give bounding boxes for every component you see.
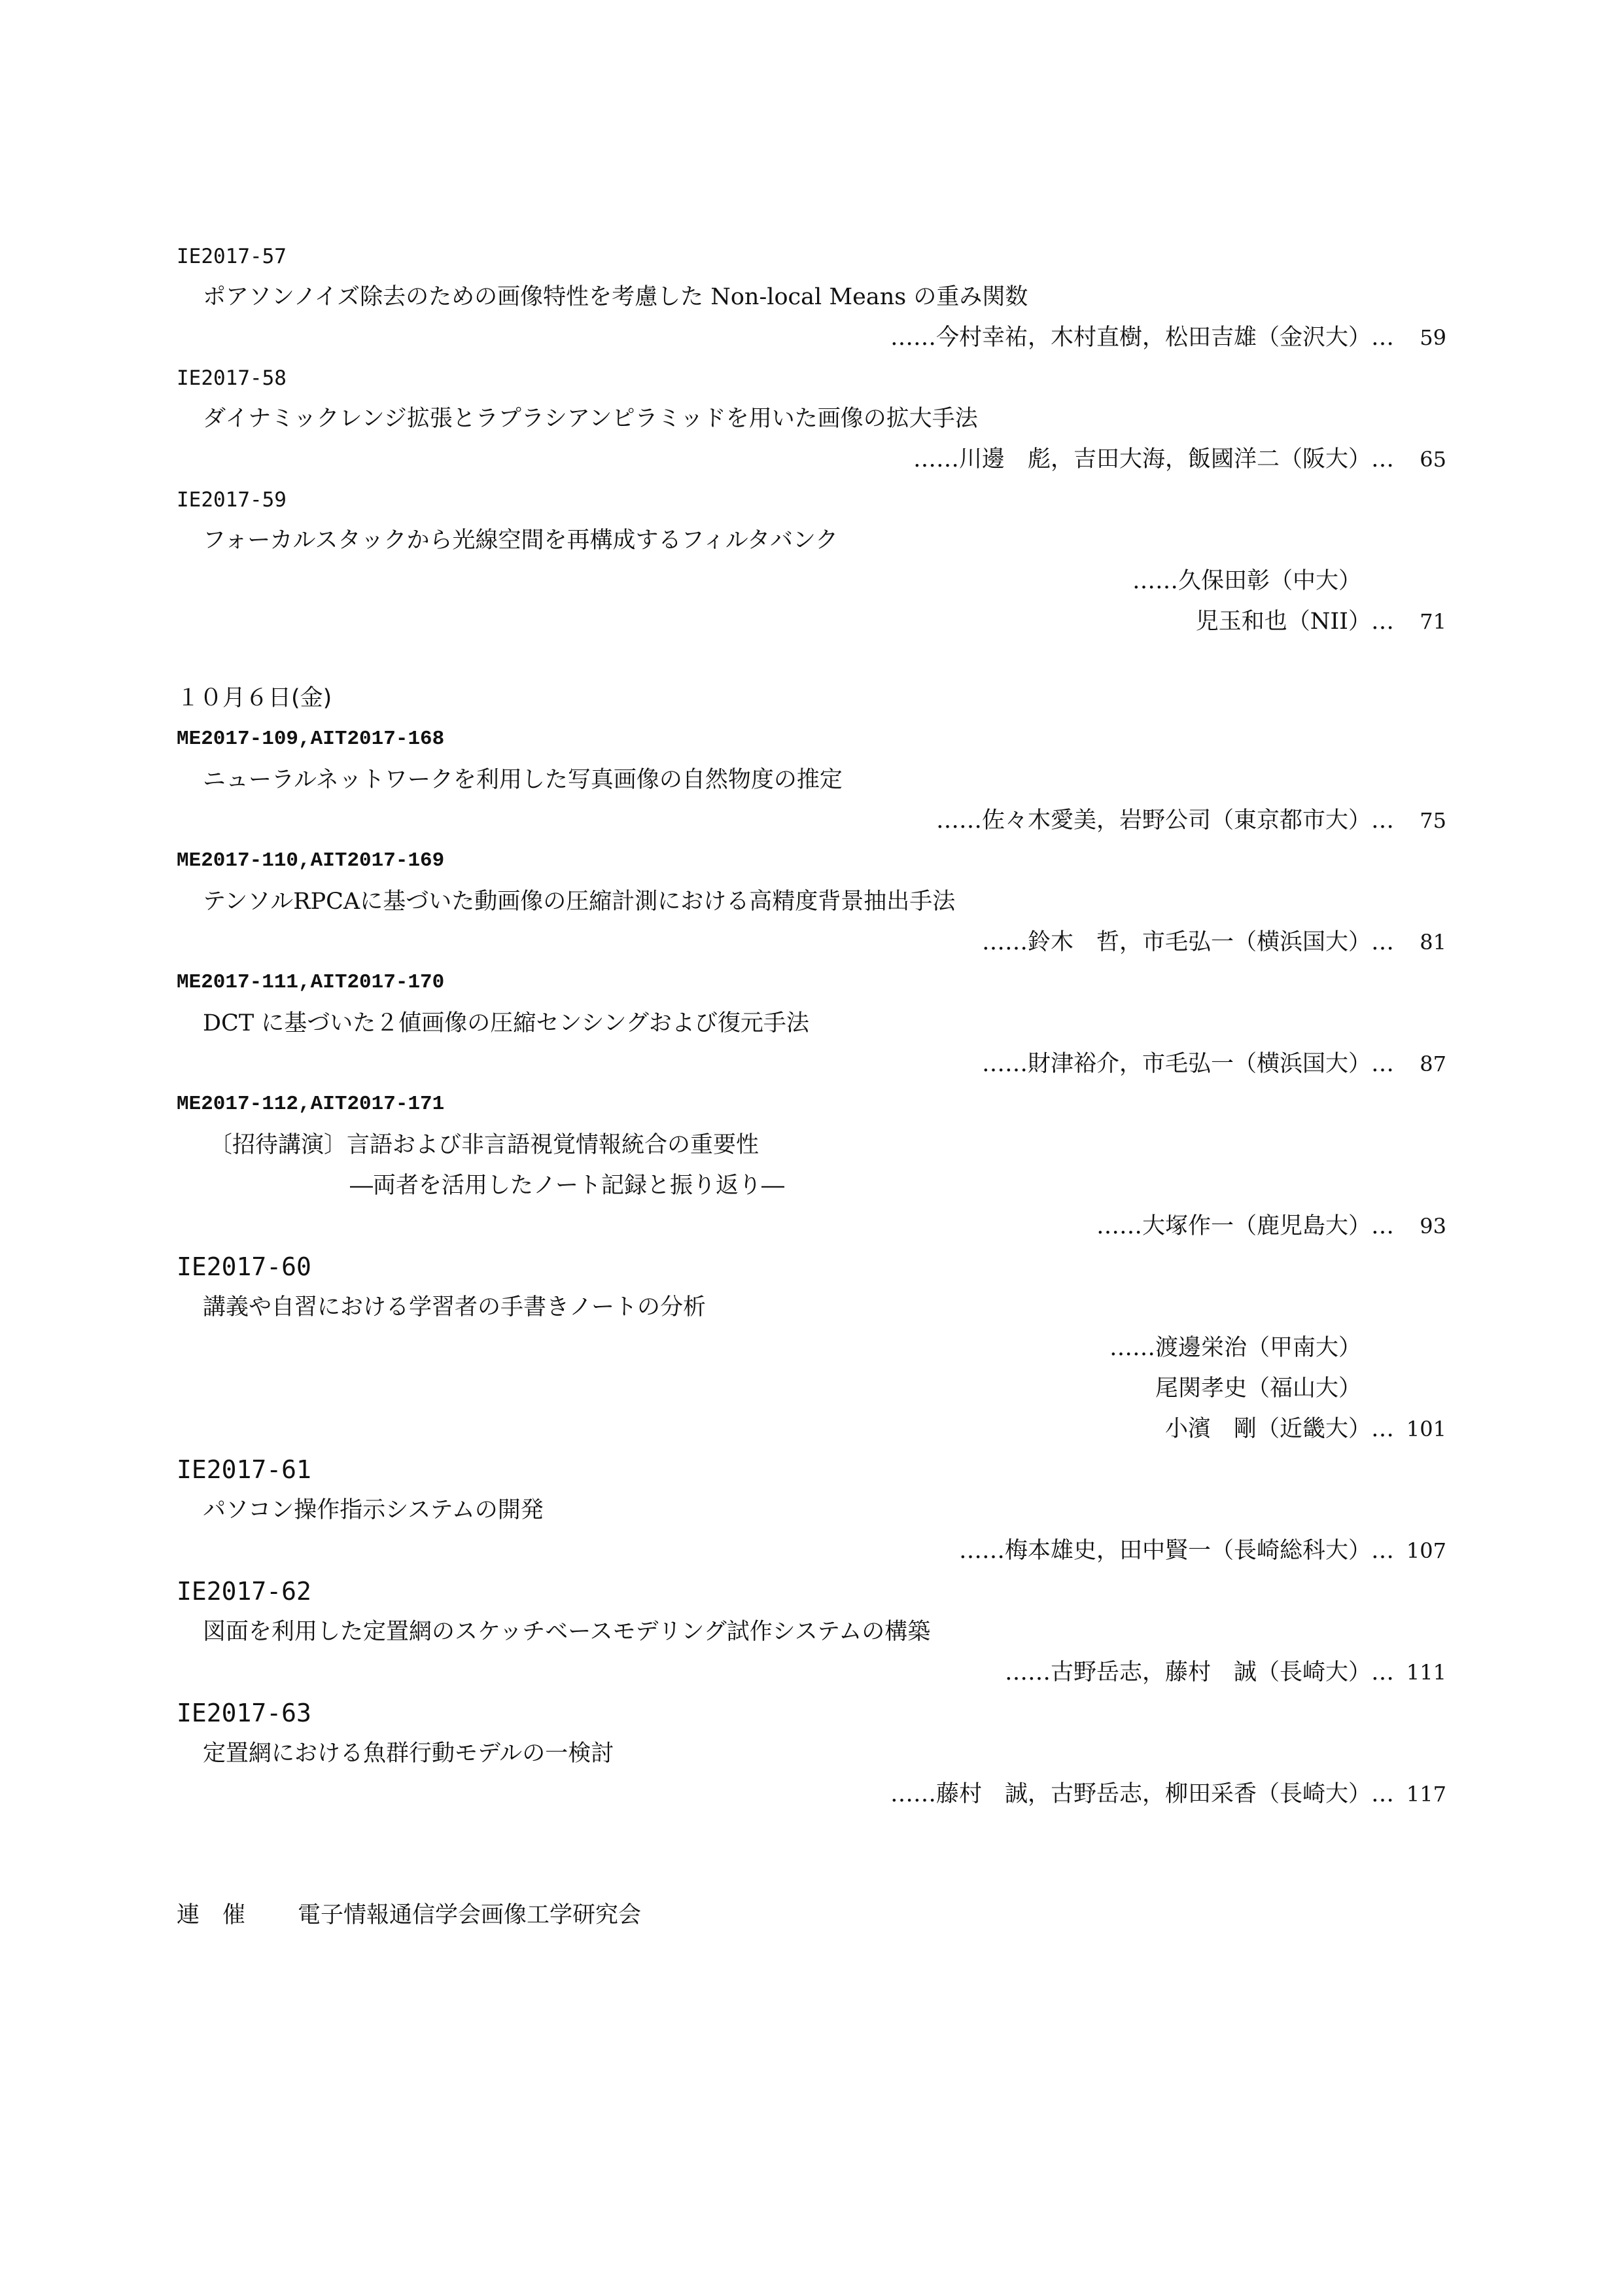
paper-code: IE2017-61 (177, 1455, 311, 1484)
paper-authors: 児玉和也（NII）… (1195, 609, 1394, 635)
paper-authors: ……大塚作一（鹿児島大）… (1096, 1213, 1394, 1239)
page-number: 101 (1406, 1417, 1446, 1441)
paper-authors: ……川邊 彪，吉田大海，飯國洋二（阪大）… (913, 446, 1394, 472)
page-number: 93 (1420, 1214, 1446, 1239)
paper-title: パソコン操作指示システムの開発 (203, 1497, 544, 1523)
paper-title: 定置網における魚群行動モデルの一検討 (203, 1740, 614, 1767)
paper-authors: ……久保田彰（中大） (1132, 568, 1361, 594)
paper-title: 〔招待講演〕言語および非言語視覚情報統合の重要性 (209, 1132, 759, 1158)
paper-code: IE2017-63 (177, 1699, 311, 1727)
page-number: 75 (1420, 808, 1446, 833)
paper-code: IE2017-58 (177, 366, 287, 390)
page-number: 107 (1406, 1538, 1446, 1563)
date-heading: １０月６日(金) (177, 685, 332, 711)
paper-authors: 小濱 剛（近畿大）… (1164, 1416, 1394, 1442)
paper-authors: ……渡邊栄治（甲南大） (1109, 1335, 1361, 1361)
paper-title: ニューラルネットワークを利用した写真画像の自然物度の推定 (203, 767, 843, 793)
paper-authors: ……鈴木 哲，市毛弘一（横浜国大）… (981, 929, 1394, 955)
paper-authors: 尾関孝史（福山大） (1155, 1375, 1361, 1402)
page-number: 111 (1406, 1660, 1446, 1685)
paper-authors: ……佐々木愛美，岩野公司（東京都市大）… (935, 807, 1394, 834)
paper-code: ME2017-111,AIT2017-170 (177, 971, 445, 994)
paper-title: ポアソンノイズ除去のための画像特性を考慮した Non-local Means の重み関数 (203, 284, 1028, 310)
paper-code: IE2017-60 (177, 1252, 311, 1281)
paper-authors: ……今村幸祐，木村直樹，松田吉雄（金沢大）… (890, 325, 1394, 351)
paper-code: ME2017-110,AIT2017-169 (177, 849, 445, 872)
page-number: 87 (1420, 1051, 1446, 1076)
paper-code: IE2017-57 (177, 245, 287, 268)
paper-title: フォーカルスタックから光線空間を再構成するフィルタバンク (203, 527, 839, 554)
paper-title: テンソルRPCAに基づいた動画像の圧縮計測における高精度背景抽出手法 (203, 889, 956, 915)
paper-authors: ……藤村 誠，古野岳志，柳田采香（長崎大）… (890, 1781, 1394, 1807)
page-number: 71 (1420, 609, 1446, 634)
paper-authors: ……古野岳志，藤村 誠（長崎大）… (1004, 1659, 1394, 1686)
footer-label: 連 催 (177, 1902, 246, 1928)
paper-authors: ……財津裕介，市毛弘一（横浜国大）… (981, 1051, 1394, 1077)
page-number: 81 (1420, 930, 1446, 955)
paper-title: 図面を利用した定置網のスケッチベースモデリング試作システムの構築 (203, 1619, 931, 1645)
paper-title: DCT に基づいた２値画像の圧縮センシングおよび復元手法 (203, 1010, 809, 1036)
page-number: 59 (1420, 325, 1446, 350)
page-number: 65 (1420, 447, 1446, 472)
paper-code: ME2017-109,AIT2017-168 (177, 728, 445, 751)
paper-code: IE2017-62 (177, 1577, 311, 1606)
paper-subtitle: ―両者を活用したノート記録と振り返り― (350, 1173, 784, 1199)
footer-organization: 電子情報通信学会画像工学研究会 (298, 1902, 642, 1928)
paper-code: IE2017-59 (177, 488, 287, 512)
paper-code: ME2017-112,AIT2017-171 (177, 1093, 445, 1116)
paper-authors: ……梅本雄史，田中賢一（長崎総科大）… (958, 1538, 1394, 1564)
page-number: 117 (1406, 1782, 1446, 1807)
paper-title: 講義や自習における学習者の手書きノートの分析 (203, 1294, 706, 1320)
paper-title: ダイナミックレンジ拡張とラプラシアンピラミッドを用いた画像の拡大手法 (203, 406, 978, 432)
